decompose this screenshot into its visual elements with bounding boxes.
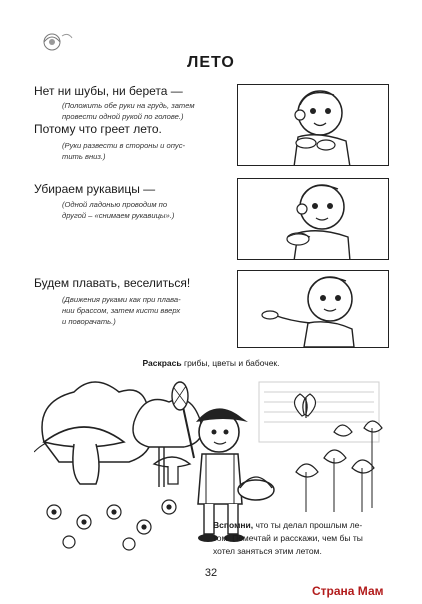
- illustration-panel-3: [237, 270, 389, 348]
- coloring-task: [0, 358, 422, 368]
- verse-note-1a: (Положить обе руки на грудь, затем: [62, 101, 195, 110]
- verse-note-3b: другой – «снимаем рукавицы».): [62, 211, 175, 220]
- verse-line-1: Нет ни шубы, ни берета —: [34, 84, 183, 98]
- corner-logo-icon: [40, 28, 92, 54]
- page-number: 32: [204, 567, 218, 579]
- bottom-note: [213, 519, 391, 558]
- bottom-note-line2: том. Помечтай и расскажи, чем бы ты: [213, 533, 363, 543]
- watermark-logo: Страна Мам: [312, 584, 384, 598]
- verse-line-4: Будем плавать, веселиться!: [34, 276, 191, 290]
- verse-line-3: Убираем рукавицы —: [34, 182, 156, 196]
- bottom-note-line1: что ты делал прошлым ле-: [253, 520, 363, 530]
- verse-note-4b: нии брассом, затем кисти вверх: [62, 306, 181, 315]
- verse-note-4c: и поворачать.): [62, 317, 116, 326]
- child-swimming-illustration: [238, 271, 388, 347]
- verse-note-3a: (Одной ладонью проводим по: [62, 200, 168, 209]
- verse-line-2: Потому что греет лето.: [34, 122, 162, 136]
- task-rest: грибы, цветы и бабочек.: [181, 358, 280, 368]
- child-hands-gesture-illustration: [238, 179, 388, 259]
- verse-note-2b: тить вниз.): [62, 152, 106, 161]
- verse-note-4a: (Движения руками как при плава-: [62, 295, 181, 304]
- page-title: ЛЕТО: [187, 54, 235, 71]
- illustration-panel-1: [237, 84, 389, 166]
- verse-note-2a: (Руки развести в стороны и опус-: [62, 141, 186, 150]
- child-hands-on-chest-illustration: [238, 85, 388, 165]
- illustration-panel-2: [237, 178, 389, 260]
- task-bold: Раскрась: [142, 358, 182, 368]
- bottom-note-bold: Вспомни,: [213, 520, 254, 530]
- verse-note-1b: провести одной рукой по голове.): [62, 112, 184, 121]
- bottom-note-line3: хотел заняться этим летом.: [213, 546, 322, 556]
